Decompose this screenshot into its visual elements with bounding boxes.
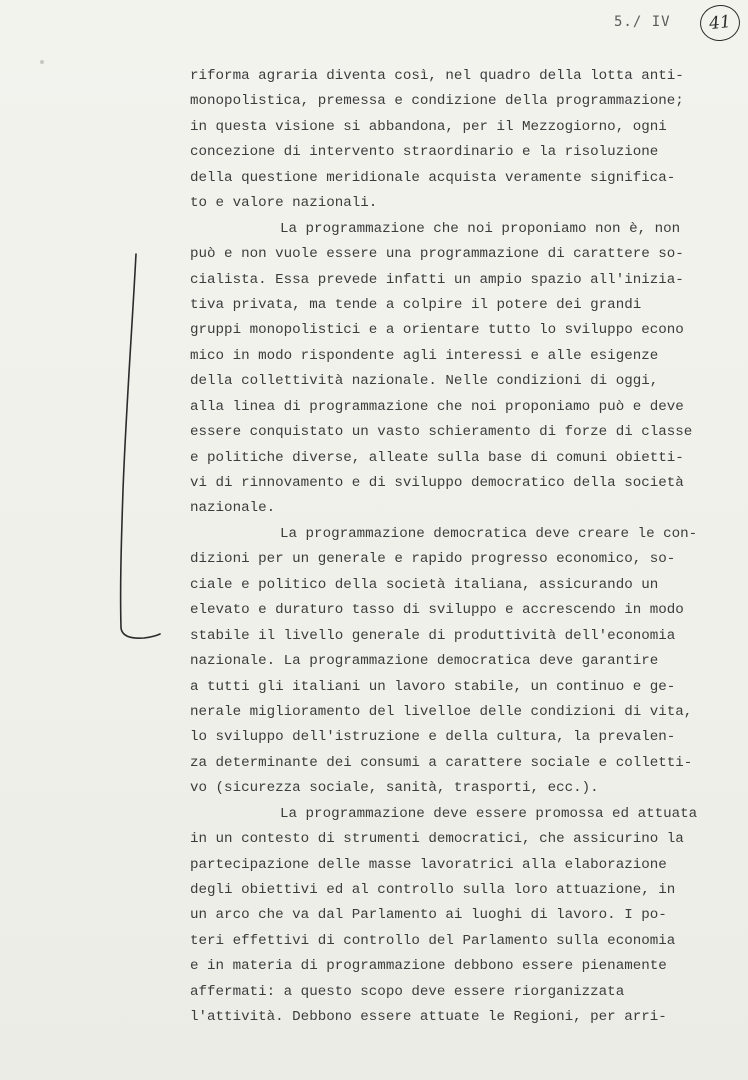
text-line: partecipazione delle masse lavoratrici alla elaborazione	[190, 856, 667, 873]
text-line: l'attività. Debbono essere attuate le Regioni, per arri-	[190, 1009, 667, 1026]
text-line: affermati: a questo scopo deve essere riorganizzata	[190, 983, 625, 1000]
text-line: della questione meridionale acquista veramente significa-	[190, 169, 676, 186]
folio-number-stamp: 41	[698, 3, 742, 43]
text-line: in questa visione si abbandona, per il Mezzogiorno, ogni	[190, 118, 667, 135]
document-body-text	[190, 64, 720, 1031]
page-reference: 5./ IV	[614, 14, 671, 30]
text-line: in un contesto di strumenti democratici, che assicurino la	[190, 831, 684, 848]
text-line: monopolistica, premessa e condizione della programmazione;	[190, 93, 684, 110]
text-line: a tutti gli italiani un lavoro stabile, un continuo e ge-	[190, 678, 676, 695]
text-line: gruppi monopolistici e a orientare tutto lo sviluppo econo	[190, 322, 684, 339]
text-line: mico in modo rispondente agli interessi e alle esigenze	[190, 347, 659, 364]
text-line: teri effettivi di controllo del Parlamento sulla economia	[190, 932, 676, 949]
text-line: nazionale.	[190, 500, 276, 517]
text-line: della collettività nazionale. Nelle condizioni di oggi,	[190, 373, 659, 390]
margin-bracket-mark	[110, 250, 170, 650]
text-line: alla linea di programmazione che noi proponiamo può e deve	[190, 398, 684, 415]
text-line: vo (sicurezza sociale, sanità, trasporti, ecc.).	[190, 780, 599, 797]
text-line: nerale miglioramento del livelloe delle condizioni di vita,	[190, 703, 693, 720]
text-line: tiva privata, ma tende a colpire il potere dei grandi	[190, 296, 642, 313]
text-line: ciale e politico della società italiana, assicurando un	[190, 576, 659, 593]
text-line: degli obiettivi ed al controllo sulla loro attuazione, in	[190, 882, 676, 898]
paper-speck	[40, 60, 44, 64]
text-line: riforma agraria diventa così, nel quadro della lotta anti-	[190, 68, 684, 84]
text-line: può e non vuole essere una programmazione di carattere so-	[190, 246, 684, 263]
text-line: cialista. Essa prevede infatti un ampio spazio all'inizia-	[190, 271, 684, 288]
text-line: za determinante dei consumi a carattere sociale e colletti-	[190, 754, 693, 771]
text-line: lo sviluppo dell'istruzione e della cultura, la prevalen-	[190, 729, 676, 746]
text-line: elevato e duraturo tasso di sviluppo e accrescendo in modo	[190, 602, 684, 619]
paragraph-first-line: La programmazione democratica deve creare le con-	[280, 525, 698, 542]
text-line: essere conquistato un vasto schieramento di forze di classe	[190, 424, 693, 441]
text-line: stabile il livello generale di produttività dell'economia	[190, 627, 676, 644]
text-line: un arco che va dal Parlamento ai luoghi di lavoro. I po-	[190, 907, 667, 924]
text-line: to e valore nazionali.	[190, 195, 378, 212]
text-line: e politiche diverse, alleate sulla base di comuni obietti-	[190, 449, 684, 466]
text-line: concezione di intervento straordinario e la risoluzione	[190, 144, 659, 161]
text-line: nazionale. La programmazione democratica deve garantire	[190, 653, 659, 670]
paragraph-first-line: La programmazione che noi proponiamo non è, non	[280, 220, 681, 237]
text-line: dizioni per un generale e rapido progresso economico, so-	[190, 551, 676, 568]
text-line: vi di rinnovamento e di sviluppo democratico della società	[190, 475, 684, 491]
paragraph-first-line: La programmazione deve essere promossa ed attuata	[280, 805, 698, 822]
text-line: e in materia di programmazione debbono essere pienamente	[190, 958, 667, 975]
